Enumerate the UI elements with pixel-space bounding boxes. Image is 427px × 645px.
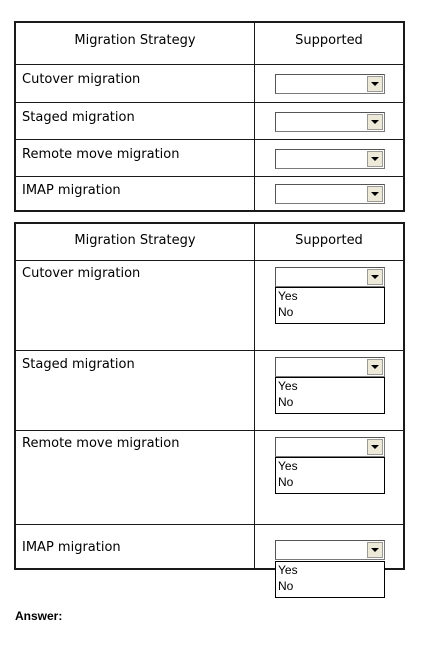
table-header-row bbox=[16, 23, 403, 64]
options-list-imap bbox=[275, 561, 385, 598]
supported-dropdown-staged[interactable] bbox=[275, 357, 385, 377]
dropdown-button[interactable] bbox=[367, 114, 383, 130]
option-no[interactable]: No bbox=[278, 579, 294, 593]
dropdown-button[interactable] bbox=[367, 542, 383, 558]
chevron-down-icon bbox=[371, 445, 379, 449]
table-header-row bbox=[16, 224, 403, 260]
dropdown-button[interactable] bbox=[367, 359, 383, 375]
supported-dropdown-imap[interactable] bbox=[275, 540, 385, 560]
table-row bbox=[16, 64, 403, 102]
option-no[interactable]: No bbox=[278, 475, 294, 489]
supported-dropdown-remote-move[interactable] bbox=[275, 437, 385, 457]
option-yes[interactable]: Yes bbox=[278, 289, 298, 303]
options-list-staged bbox=[275, 377, 385, 414]
table-row bbox=[16, 139, 403, 176]
table-row bbox=[16, 102, 403, 139]
dropdown-button[interactable] bbox=[367, 76, 383, 92]
option-yes[interactable]: Yes bbox=[278, 459, 298, 473]
supported-dropdown-staged[interactable] bbox=[275, 112, 385, 132]
row-label-imap: IMAP migration bbox=[22, 183, 121, 198]
dropdown-button[interactable] bbox=[367, 186, 383, 202]
row-label-cutover: Cutover migration bbox=[22, 266, 141, 281]
dropdown-button[interactable] bbox=[367, 269, 383, 285]
table-row bbox=[16, 350, 403, 430]
option-no[interactable]: No bbox=[278, 395, 294, 409]
chevron-down-icon bbox=[371, 157, 379, 161]
row-label-staged: Staged migration bbox=[22, 110, 135, 125]
migration-table-answer bbox=[14, 222, 405, 570]
row-label-remote-move: Remote move migration bbox=[22, 147, 180, 162]
supported-dropdown-remote-move[interactable] bbox=[275, 149, 385, 169]
option-yes[interactable]: Yes bbox=[278, 379, 298, 393]
table-row bbox=[16, 260, 403, 350]
option-yes[interactable]: Yes bbox=[278, 563, 298, 577]
header-migration-strategy: Migration Strategy bbox=[74, 33, 196, 48]
options-list-cutover bbox=[275, 287, 385, 324]
header-migration-strategy: Migration Strategy bbox=[74, 233, 196, 248]
chevron-down-icon bbox=[371, 82, 379, 86]
supported-dropdown-cutover[interactable] bbox=[275, 267, 385, 287]
header-supported: Supported bbox=[295, 233, 363, 248]
supported-dropdown-cutover[interactable] bbox=[275, 74, 385, 94]
chevron-down-icon bbox=[371, 548, 379, 552]
option-no[interactable]: No bbox=[278, 305, 294, 319]
supported-dropdown-imap[interactable] bbox=[275, 184, 385, 204]
row-label-remote-move: Remote move migration bbox=[22, 436, 180, 451]
options-list-remote-move bbox=[275, 457, 385, 494]
chevron-down-icon bbox=[371, 192, 379, 196]
table-row bbox=[16, 176, 403, 210]
dropdown-button[interactable] bbox=[367, 151, 383, 167]
answer-label: Answer: bbox=[15, 609, 63, 623]
dropdown-button[interactable] bbox=[367, 439, 383, 455]
header-supported: Supported bbox=[295, 33, 363, 48]
migration-table-question bbox=[14, 21, 405, 212]
chevron-down-icon bbox=[371, 275, 379, 279]
row-label-imap: IMAP migration bbox=[22, 540, 121, 555]
chevron-down-icon bbox=[371, 365, 379, 369]
chevron-down-icon bbox=[371, 120, 379, 124]
row-label-staged: Staged migration bbox=[22, 357, 135, 372]
row-label-cutover: Cutover migration bbox=[22, 72, 141, 87]
table-row bbox=[16, 430, 403, 524]
